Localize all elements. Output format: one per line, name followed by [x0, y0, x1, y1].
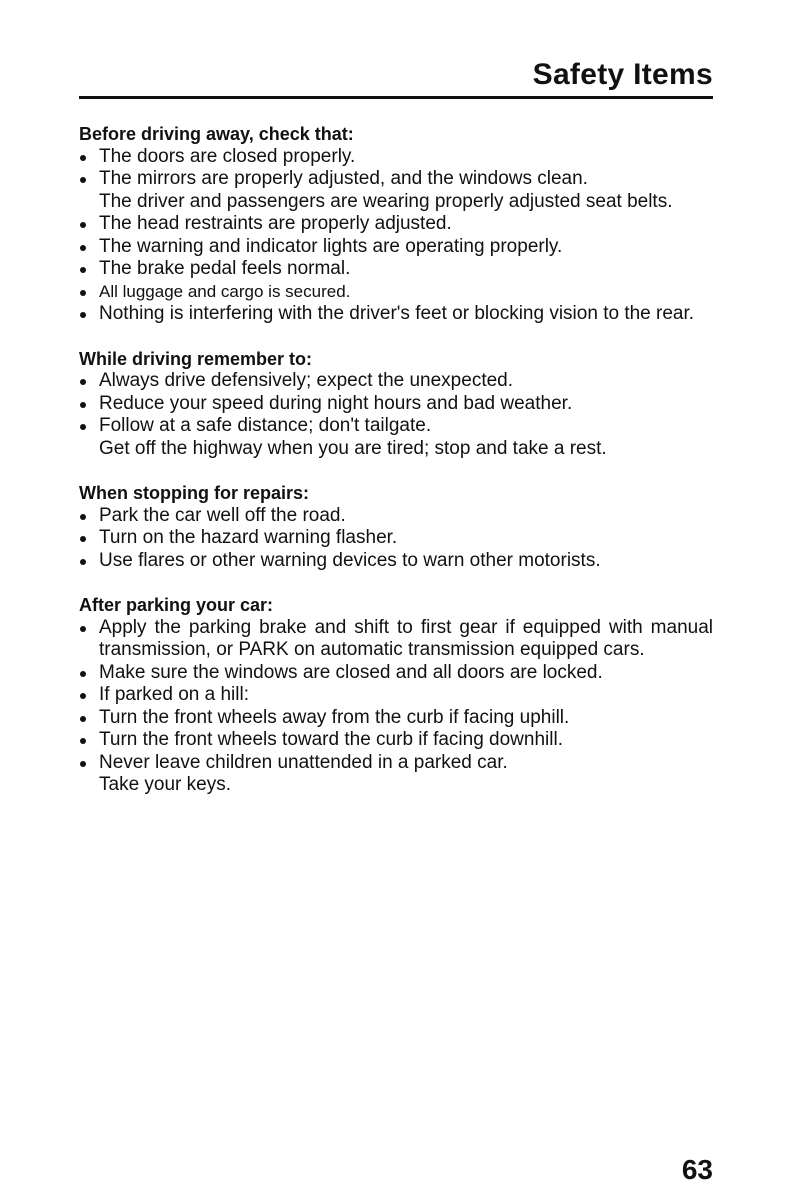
list-item	[79, 168, 713, 191]
list-item-text: Never leave children unattended in a parked car.	[99, 751, 508, 773]
bullet-icon	[80, 559, 86, 565]
list-item	[79, 146, 713, 169]
list-item-text: Always drive defensively; expect the unexpected.	[99, 370, 514, 391]
list-item	[79, 393, 713, 416]
list-item-text: The doors are closed properly.	[99, 145, 356, 167]
list-item	[79, 213, 713, 236]
bullet-icon	[80, 536, 86, 542]
list-item-text: The driver and passengers are wearing properly adjusted seat belts.	[99, 190, 673, 212]
bullet-icon	[80, 693, 86, 699]
list-item	[79, 236, 713, 259]
list-item-text: Reduce your speed during night hours and bad weather.	[99, 392, 573, 414]
section-heading: Before driving away, check that:	[79, 124, 354, 144]
list-item-text: Use flares or other warning devices to warn other motorists.	[99, 549, 601, 571]
list-item	[79, 303, 713, 326]
list-item	[79, 617, 713, 662]
bullet-icon	[80, 402, 86, 408]
bullet-icon	[80, 379, 86, 385]
list-item	[79, 438, 713, 461]
section-after-parking	[79, 594, 713, 797]
list-item-text: Turn the front wheels away from the curb if facing uphill.	[99, 706, 570, 728]
list-item	[79, 415, 713, 438]
bullet-icon	[80, 626, 86, 632]
bullet-icon	[80, 290, 86, 296]
list-item	[79, 370, 713, 393]
bullet-icon	[80, 738, 86, 744]
list-item-text: The brake pedal feels normal.	[99, 258, 351, 279]
bullet-icon	[80, 177, 86, 183]
list-item	[79, 550, 713, 573]
bullet-icon	[80, 761, 86, 767]
list-item-text: The mirrors are properly adjusted, and the windows clean.	[99, 168, 588, 189]
page-title: Safety Items	[532, 58, 713, 91]
list-item	[79, 281, 713, 304]
list-item	[79, 191, 713, 214]
list-item-text: Get off the highway when you are tired; stop and take a rest.	[99, 437, 607, 459]
section-stopping-for-repairs	[79, 482, 713, 572]
list-item-text: Make sure the windows are closed and all doors are locked.	[99, 661, 603, 683]
list-item	[79, 684, 713, 707]
section-heading: While driving remember to:	[79, 348, 313, 369]
bullet-icon	[80, 671, 86, 677]
section-heading: After parking your car:	[79, 595, 274, 615]
bullet-icon	[80, 514, 86, 520]
list-item	[79, 258, 713, 281]
list-item-text: Turn the front wheels toward the curb if facing downhill.	[99, 729, 563, 750]
list-item-text: Nothing is interfering with the driver's feet or blocking vision to the rear.	[99, 303, 695, 324]
list-item-text: Follow at a safe distance; don't tailgate.	[99, 415, 432, 436]
bullet-icon	[80, 716, 86, 722]
list-item-text: Park the car well off the road.	[99, 504, 346, 526]
list-item	[79, 662, 713, 685]
list-item	[79, 729, 713, 752]
list-item-text: Apply the parking brake and shift to first gear if equipped with manual transmission, or PARK on automatic transmission equipped cars.	[99, 616, 713, 660]
section-before-driving	[79, 123, 713, 326]
bullet-icon	[80, 155, 86, 161]
section-heading: When stopping for repairs:	[79, 483, 310, 503]
list-item-text: Take your keys.	[99, 774, 231, 795]
title-rule	[79, 96, 713, 99]
bullet-icon	[80, 424, 86, 430]
list-item	[79, 505, 713, 528]
list-item	[79, 752, 713, 775]
bullet-icon	[80, 222, 86, 228]
list-item	[79, 707, 713, 730]
content-area	[79, 123, 713, 819]
bullet-icon	[80, 312, 86, 318]
list-item-text: Turn on the hazard warning flasher.	[99, 527, 398, 548]
page-number: 63	[681, 1154, 713, 1185]
bullet-icon	[80, 245, 86, 251]
list-item-text: If parked on a hill:	[99, 684, 249, 705]
list-item-text: All luggage and cargo is secured.	[99, 281, 351, 301]
list-item-text: The warning and indicator lights are operating properly.	[99, 235, 563, 257]
bullet-icon	[80, 267, 86, 273]
list-item-text: The head restraints are properly adjusted.	[99, 213, 452, 234]
section-while-driving	[79, 348, 713, 461]
list-item	[79, 527, 713, 550]
list-item	[79, 774, 713, 797]
